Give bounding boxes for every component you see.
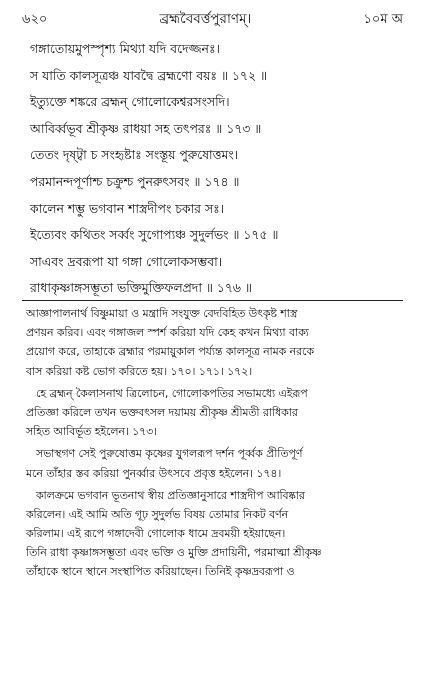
prose-line: কালক্রমে ভগবান ভূতনাথ স্বীয় প্রতিজ্ঞানুসারে শাস্ত্রদীপ আবিষ্কার [36, 488, 305, 502]
verse-line: আবির্ব্বভূব শ্রীকৃষ্ণ রাধয়া সহ তৎপরঃ ॥ ১৭৩ ॥ [30, 120, 262, 136]
verse-line: স যাতি কালসূত্রঞ্চ যাবদ্বৈ ব্রহ্মণো বয়ঃ ॥ ১৭২ ॥ [30, 67, 267, 83]
prose-line: বাস করিয়া কষ্ট ভোগ করিতে হয়। ১৭০। ১৭১। ১৭২। [26, 364, 253, 378]
prose-line: সভাস্থগণ সেই পুরুষোত্তম কৃষ্ণের যুগলরূপ দর্শন পূর্ব্বক প্রীতিপূর্ণ [36, 447, 303, 461]
verse-line: সাএবং দ্রবরূপা যা গঙ্গা গোলোকসম্ভবা। [30, 253, 223, 269]
prose-line: সহিত আবির্ভূত হইলেন। ১৭৩। [26, 425, 158, 439]
verse-line: গঙ্গাতোয়মুপস্পৃশ্য মিথ্যা যদি বদেজ্জনঃ। [30, 41, 220, 56]
prose-line: তিনি রাধা কৃষ্ণাঙ্গসম্ভূতা এবং ভক্তি ও মুক্তি প্রদায়িনী, পরমাত্মা শ্রীকৃষ্ণ [26, 546, 322, 560]
verse-line: পরমানন্দপূর্ণাশ্চ চক্রুশ্চ পুনরুৎসবং ॥ ১৭৪ ॥ [30, 173, 240, 189]
prose-line: আজ্ঞাপালনার্থ বিষ্ণুমায়া ও মন্ত্রাদি সংযুক্ত বেদবিহিত উৎকৃষ্ট শাস্ত্র [26, 307, 298, 320]
prose-line: তাঁহাকে স্থানে স্থানে সংস্থাপিত করিয়াছেন। তিনিই কৃষ্ণদ্রবরূপা ও [26, 565, 295, 579]
prose-line: করিলেন। এই আমি অতি গূঢ় সুদুর্লভ বিষয় তোমার নিকট বর্ণন [26, 507, 289, 521]
verse-line: ইত্যুক্তে শঙ্করে ব্রহ্মন্ গোলোকেশ্বরসংসদি। [30, 94, 230, 110]
verse-line: রাধাকৃষ্ণাঙ্গসম্ভূতা ভক্তিমুক্তিফলপ্রদা ॥ ১৭৬ ॥ [30, 280, 252, 296]
prose-line: হে ব্রহ্মন্ কৈলাসনাথ ত্রিলোচন, গোলোকপতির সভামধ্যে এইরূপ [36, 386, 308, 400]
prose-line: করিলাম। এই রূপে গঙ্গাদেবী গোলোক ধামে দ্রবময়ী হইয়াছেন। [26, 527, 286, 541]
section-divider [22, 300, 403, 301]
page-number: ৬২০ [22, 12, 48, 27]
verse-line: তেতং দৃষ্ট্বা চ সংহৃষ্টাঃ সংস্তূয় পুরুষোত্তমং। [30, 147, 239, 163]
sanskrit-verses [30, 36, 410, 302]
bengali-translation [26, 304, 406, 582]
verse-line: ইত্যেবং কথিতং সর্ব্বং সুগোপ্যঞ্চ সুদুর্লভং ॥ ১৭৫ ॥ [30, 227, 279, 243]
verse-line: কালেন শম্ভু ভগবান শাস্ত্রদীপং চকার সঃ। [30, 200, 225, 216]
prose-line: প্রতিজ্ঞা করিলে তখন ভক্তবৎসল দয়াময় শ্রীকৃষ্ণ শ্রীমতী রাধিকার [26, 405, 298, 419]
page-header [22, 8, 403, 28]
running-title: ব্রহ্মবৈবর্ত্তপুরাণম্‌। [159, 11, 252, 27]
prose-line: প্রণয়ন করিব। এবং গঙ্গাজল স্পর্শ করিয়া যদি কেহ কখন মিথ্যা বাক্য [26, 326, 309, 340]
chapter-label: ১০ম অ [363, 12, 403, 27]
prose-line: মনে তাঁহার স্তব করিয়া পুনর্ব্বার উৎসবে প্রবৃত্ত হইলেন। ১৭৪। [26, 466, 282, 480]
prose-line: প্রয়োগ করে, তাহাকে ব্রহ্মার পরমায়ুকাল পর্য্যন্ত কালসূত্র নামক নরকে [26, 345, 314, 359]
